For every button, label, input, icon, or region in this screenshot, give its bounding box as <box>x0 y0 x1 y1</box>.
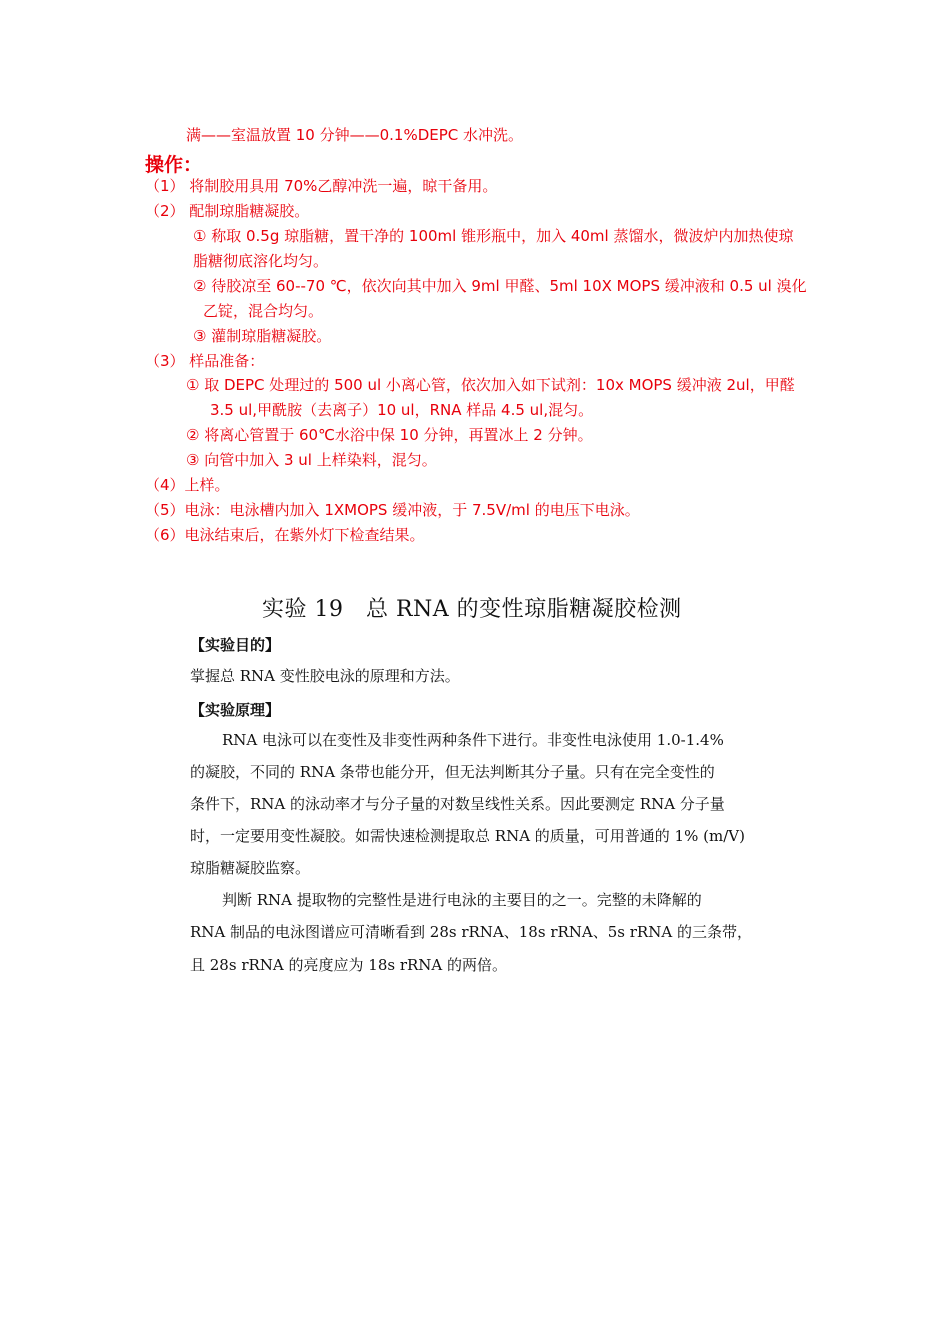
step-3: （3） 样品准备： <box>145 352 265 370</box>
operations-heading: 操作： <box>145 154 203 176</box>
principle-p1-line: 条件下，RNA 的泳动率才与分子量的对数呈线性关系。因此要测定 RNA 分子量 <box>190 795 725 813</box>
step-3-sub-2: ② 将离心管置于 60℃水浴中保 10 分钟，再置冰上 2 分钟。 <box>186 426 593 444</box>
step-4: （4）上样。 <box>145 476 230 494</box>
step-2-sub-2-line-1: ② 待胶凉至 60--70 ℃，依次向其中加入 9ml 甲醛、5ml 10X MOPS 缓冲液和 0.5 ul 溴化 <box>193 277 807 295</box>
principle-p2-line: 判断 RNA 提取物的完整性是进行电泳的主要目的之一。完整的未降解的 <box>222 891 702 909</box>
step-5: （5）电泳：电泳槽内加入 1XMOPS 缓冲液，于 7.5V/ml 的电压下电泳。 <box>145 501 640 519</box>
step-2-sub-2-line-2: 乙锭，混合均匀。 <box>203 302 324 320</box>
step-3-sub-1-line-2: 3.5 ul,甲酰胺（去离子）10 ul，RNA 样品 4.5 ul,混匀。 <box>210 401 594 419</box>
purpose-text: 掌握总 RNA 变性胶电泳的原理和方法。 <box>190 667 460 685</box>
principle-p2-line: 且 28s rRNA 的亮度应为 18s rRNA 的两倍。 <box>190 956 508 974</box>
step-1: （1） 将制胶用具用 70%乙醇冲洗一遍，晾干备用。 <box>145 177 498 195</box>
principle-p2-line: RNA 制品的电泳图谱应可清晰看到 28s rRNA、18s rRNA、5s rRNA 的三条带， <box>190 923 752 941</box>
principle-heading: 【实验原理】 <box>190 701 281 719</box>
step-6: （6）电泳结束后，在紫外灯下检查结果。 <box>145 526 425 544</box>
step-2-sub-3: ③ 灌制琼脂糖凝胶。 <box>193 327 332 345</box>
purpose-heading: 【实验目的】 <box>190 636 281 654</box>
principle-p1-line: RNA 电泳可以在变性及非变性两种条件下进行。非变性电泳使用 1.0-1.4% <box>222 731 724 749</box>
step-2-sub-1-line-2: 脂糖彻底溶化均匀。 <box>193 252 329 270</box>
principle-p1-line: 时，一定要用变性凝胶。如需快速检测提取总 RNA 的质量，可用普通的 1% (m/V) <box>190 827 745 845</box>
intro-line: 满——室温放置 10 分钟——0.1%DEPC 水冲洗。 <box>186 126 524 144</box>
step-3-sub-1-line-1: ① 取 DEPC 处理过的 500 ul 小离心管，依次加入如下试剂：10x MOPS 缓冲液 2ul，甲醛 <box>186 376 795 394</box>
principle-p1-line: 的凝胶，不同的 RNA 条带也能分开，但无法判断其分子量。只有在完全变性的 <box>190 763 715 781</box>
step-2-sub-1-line-1: ① 称取 0.5g 琼脂糖，置干净的 100ml 锥形瓶中，加入 40ml 蒸馏水，微波炉内加热使琼 <box>193 227 794 245</box>
experiment-title: 实验 19 总 RNA 的变性琼脂糖凝胶检测 <box>262 597 682 622</box>
step-3-sub-3: ③ 向管中加入 3 ul 上样染料，混匀。 <box>186 451 437 469</box>
principle-p1-line: 琼脂糖凝胶监察。 <box>190 859 311 877</box>
step-2: （2） 配制琼脂糖凝胶。 <box>145 202 310 220</box>
